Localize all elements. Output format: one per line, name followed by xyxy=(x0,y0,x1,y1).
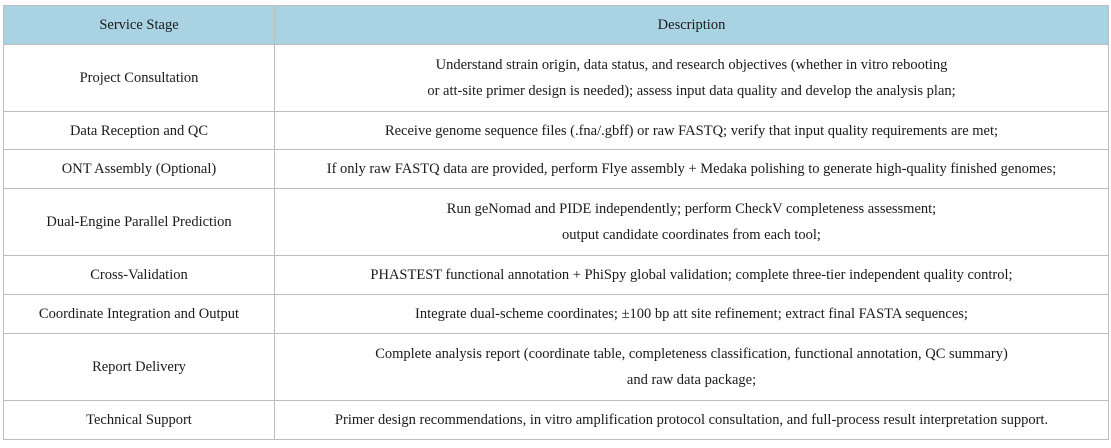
description-cell xyxy=(275,256,1109,295)
table-row xyxy=(4,112,1109,150)
stage-cell: Dual-Engine Parallel Prediction xyxy=(4,189,275,256)
description-cell xyxy=(275,150,1109,189)
stage-cell: Data Reception and QC xyxy=(4,112,275,150)
stage-cell: Report Delivery xyxy=(4,334,275,401)
description-line: Understand strain origin, data status, and research objectives (whether in vitro rebooting xyxy=(435,57,948,73)
table-row xyxy=(4,401,1109,440)
description-line: Integrate dual-scheme coordinates; ±100 bp att site refinement; extract final FASTA sequences; xyxy=(415,306,968,322)
stage-cell: Project Consultation xyxy=(4,45,275,112)
table-row xyxy=(4,295,1109,334)
description-cell xyxy=(275,334,1109,401)
description-cell xyxy=(275,189,1109,256)
table-row xyxy=(4,150,1109,189)
description-line: or att-site primer design is needed); assess input data quality and develop the analysis plan; xyxy=(427,83,956,99)
stage-cell: Coordinate Integration and Output xyxy=(4,295,275,334)
description-line: and raw data package; xyxy=(626,372,757,388)
stage-cell: ONT Assembly (Optional) xyxy=(4,150,275,189)
column-header-service-stage: Service Stage xyxy=(4,6,275,45)
table-row xyxy=(4,334,1109,401)
service-stages-table xyxy=(3,5,1109,440)
description-line: output candidate coordinates from each tool; xyxy=(562,227,821,243)
stage-cell: Technical Support xyxy=(4,401,275,440)
stage-cell: Cross-Validation xyxy=(4,256,275,295)
column-header-description: Description xyxy=(275,6,1109,45)
service-table-container xyxy=(3,5,1108,440)
description-cell xyxy=(275,295,1109,334)
description-line: If only raw FASTQ data are provided, perform Flye assembly + Medaka polishing to generate high-quality finished genomes; xyxy=(326,161,1057,177)
description-line: Complete analysis report (coordinate table, completeness classification, functional annotation, QC summary) xyxy=(375,346,1008,362)
description-line: Primer design recommendations, in vitro amplification protocol consultation, and full-process result interpretation support. xyxy=(334,412,1049,428)
table-row xyxy=(4,189,1109,256)
description-line: Run geNomad and PIDE independently; perform CheckV completeness assessment; xyxy=(446,201,937,217)
table-row xyxy=(4,45,1109,112)
table-header-row xyxy=(4,6,1109,45)
description-line: Receive genome sequence files (.fna/.gbff) or raw FASTQ; verify that input quality requirements are met; xyxy=(384,122,999,139)
description-cell xyxy=(275,112,1109,150)
description-line: PHASTEST functional annotation + PhiSpy global validation; complete three-tier independent quality control; xyxy=(370,267,1013,283)
description-cell xyxy=(275,401,1109,440)
table-row xyxy=(4,256,1109,295)
description-cell xyxy=(275,45,1109,112)
